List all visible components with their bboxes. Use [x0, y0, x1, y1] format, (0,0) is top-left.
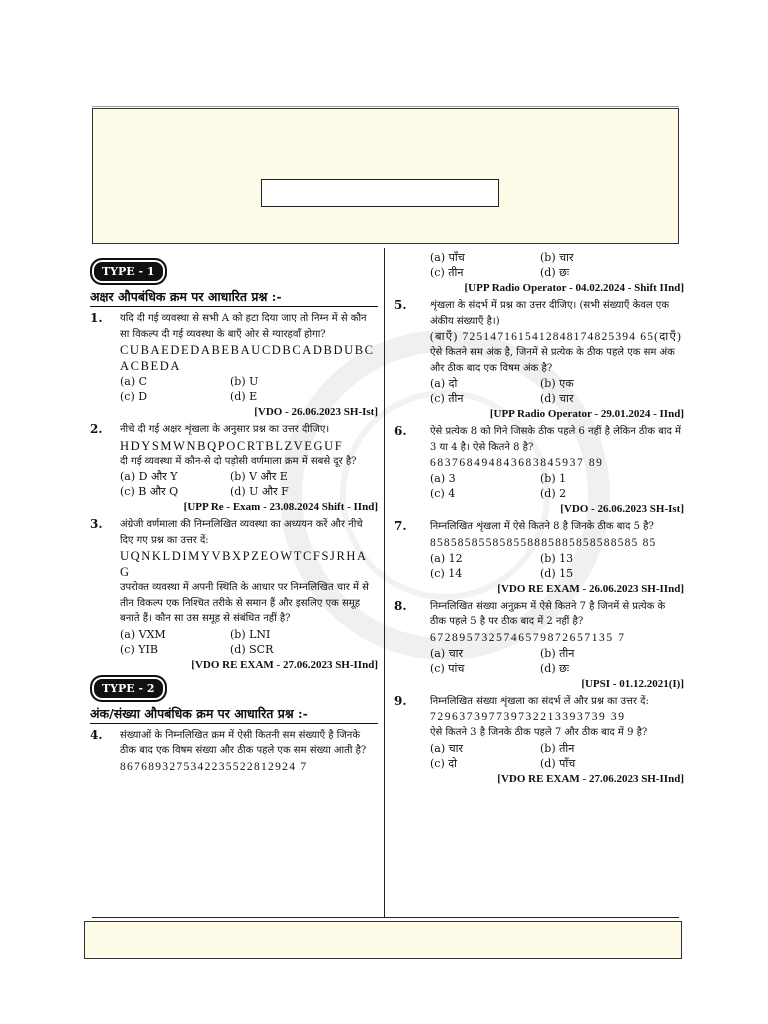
question-7: [394, 519, 684, 597]
option-a: (a) D और Y: [120, 470, 178, 483]
option-a: (a) 3: [430, 472, 456, 485]
option-a: (a) VXM: [120, 627, 166, 641]
options: [120, 627, 378, 657]
option-c: (c) YIB: [120, 642, 158, 656]
option-c: (c) D: [120, 390, 148, 403]
type1-badge: TYPE - 1: [90, 258, 167, 285]
option-c: (c) B और Q: [120, 485, 179, 498]
question-text: यदि दी गई व्यवस्था से सभी A को हटा दिया जाए तो निम्न में से कौन सा विकल्प दी गई व्यवस्था के बाएँ ओर से ग्यारहवाँ होगा?: [120, 313, 367, 340]
header-title-box: [261, 179, 499, 207]
question-number: 3.: [90, 517, 103, 531]
exam-source: [VDO RE EXAM - 27.06.2023 SH-IInd]: [191, 658, 378, 671]
option-b: (b) तीन: [540, 741, 575, 755]
left-column: [90, 256, 378, 775]
exam-source: [UPP Radio Operator - 29.01.2024 - IInd]: [489, 408, 684, 420]
option-d: (d) SCR: [230, 642, 274, 656]
question-text-2: उपरोक्त व्यवस्था में अपनी स्थिति के आधार पर निम्नलिखित चार में से तीन विकल्प एक निश्चित तरीके से समान हैं और इसलिए एक समूह बनाते हैं। कौन सा उस समूह से संबंधित नहीं है?: [120, 582, 369, 624]
question-text-2: ऐसे कितने सम अंक है, जिनमें से प्रत्येक के ठीक पहले एक सम अंक और ठीक बाद एक विषम अंक है?: [430, 347, 675, 374]
question-4: [90, 728, 378, 775]
footer-banner: [84, 921, 682, 959]
exam-source: [VDO RE EXAM - 26.06.2023 SH-IInd]: [497, 582, 684, 595]
type2-section-title: अंक/संख्या औपबंधिक क्रम पर आधारित प्रश्न :-: [90, 706, 378, 724]
option-a: (a) चार: [430, 741, 463, 755]
option-c: (c) तीन: [430, 392, 464, 405]
question-9: [394, 694, 684, 787]
q4-options: [394, 250, 684, 280]
letter-sequence: UQNKLDIMYVBXPZEOWTCFSJRHAG: [120, 549, 368, 579]
question-number: 4.: [90, 727, 103, 742]
option-b: (b) 13: [540, 551, 574, 565]
option-d: (d) E: [230, 390, 258, 403]
header-banner: [92, 108, 679, 244]
option-d: (d) छः: [540, 266, 570, 279]
right-column: [394, 250, 684, 787]
question-text: ऐसे प्रत्येक 8 को गिने जिसके ठीक पहले 6 नहीं है लेकिन ठीक बाद में 3 या 4 है। ऐसे कितने 8 है?: [430, 426, 681, 453]
option-d: (d) 2: [540, 487, 567, 500]
options: [430, 471, 684, 501]
option-c: (c) 4: [430, 487, 456, 500]
question-text: निम्नलिखित संख्या अनुक्रम में ऐसे कितने 7 है जिनमें से प्रत्येक के ठीक पहले 5 है पर ठीक बाद में 2 नहीं है?: [430, 600, 666, 627]
number-sequence: (बाएँ) 7251471615412848174825394 65(दाएँ): [430, 331, 683, 343]
question-number: 1.: [90, 311, 103, 325]
number-sequence: 729637397739732213393739 39: [430, 711, 626, 723]
option-c: (c) पांच: [430, 661, 465, 675]
question-number: 6.: [394, 424, 407, 438]
option-b: (b) एक: [540, 377, 574, 390]
question-text: अंग्रेजी वर्णमाला की निम्नलिखित व्यवस्था का अध्ययन करें और नीचे दिए गए प्रश्न का उत्तर दें:: [120, 519, 363, 546]
option-b: (b) V और E: [230, 470, 288, 483]
question-3: [90, 517, 378, 673]
exam-source: [UPP Re - Exam - 23.08.2024 Shift - IInd]: [183, 501, 378, 513]
option-c: (c) 14: [430, 566, 463, 580]
question-number: 8.: [394, 598, 407, 613]
letter-sequence: HDYSMWNBQPOCRTBLZVEGUF: [120, 438, 344, 453]
top-rule: [92, 106, 679, 107]
option-d: (d) चार: [540, 392, 574, 405]
option-a: (a) 12: [430, 551, 463, 565]
option-c: (c) तीन: [430, 266, 464, 279]
type2-badge: TYPE - 2: [90, 675, 167, 702]
option-b: (b) चार: [540, 251, 574, 264]
option-a: (a) चार: [430, 646, 463, 660]
number-sequence: 8676893275342235522812924 7: [120, 760, 308, 773]
option-b: (b) तीन: [540, 646, 575, 660]
question-number: 9.: [394, 693, 407, 708]
letter-sequence: CUBAEDEDABEBAUCDBCADBDUBCACBEDA: [120, 343, 375, 373]
options: [430, 376, 684, 406]
options: [430, 741, 684, 771]
options: [430, 551, 684, 581]
question-text: संख्याओं के निम्नलिखित क्रम में ऐसी कितनी सम संख्याएँ है जिनके ठीक बाद एक विषम संख्या और ठीक पहले एक सम संख्या आती है?: [120, 729, 367, 756]
footer-rule: [92, 917, 679, 918]
question-number: 2.: [90, 422, 103, 436]
question-8: [394, 599, 684, 692]
options: [120, 469, 378, 499]
question-text: निम्नलिखित शृंखला में ऐसे कितने 8 है जिनके ठीक बाद 5 है?: [430, 521, 654, 532]
option-a: (a) पाँच: [430, 251, 465, 264]
number-sequence: 6728957325746579872657135 7: [430, 631, 626, 644]
option-d: (d) 15: [540, 566, 574, 580]
question-text-2: ऐसे कितने 3 है जिनके ठीक पहले 7 और ठीक बाद में 9 है?: [430, 727, 648, 738]
number-sequence: 683768494843683845937 89: [430, 457, 604, 469]
question-6: [394, 424, 684, 517]
option-b: (b) U: [230, 375, 259, 388]
option-d: (d) छः: [540, 661, 570, 675]
exam-source: [UPSI - 01.12.2021(I)]: [581, 677, 684, 690]
exam-source: [VDO - 26.06.2023 SH-Ist]: [560, 503, 684, 515]
option-a: (a) C: [120, 375, 148, 388]
option-b: (b) LNI: [230, 627, 271, 641]
options: [120, 374, 378, 404]
question-number: 5.: [394, 298, 407, 312]
exam-source: [UPP Radio Operator - 04.02.2024 - Shift IInd]: [464, 282, 684, 294]
column-divider: [384, 248, 385, 918]
question-text: शृंखला के संदर्भ में प्रश्न का उत्तर दीजिए। (सभी संख्याएँ केवल एक अंकीय संख्याएँ है।): [430, 300, 670, 327]
type1-section-title: अक्षर औपबंधिक क्रम पर आधारित प्रश्न :-: [90, 289, 378, 307]
question-2: [90, 422, 378, 515]
number-sequence: 858585855858558885885858588585 85: [430, 536, 657, 549]
question-text-2: दी गई व्यवस्था में कौन-से दो पड़ोसी वर्णमाला क्रम में सबसे दूर है?: [120, 455, 357, 467]
question-text: निम्नलिखित संख्या शृंखला का संदर्भ लें और प्रश्न का उत्तर दें:: [430, 695, 649, 707]
option-b: (b) 1: [540, 472, 567, 485]
option-a: (a) दो: [430, 377, 458, 390]
question-number: 7.: [394, 519, 407, 533]
question-1: [90, 311, 378, 420]
exam-source: [VDO - 26.06.2023 SH-Ist]: [254, 406, 378, 418]
option-d: (d) U और F: [230, 485, 289, 498]
question-5: [394, 298, 684, 422]
question-text: नीचे दी गई अक्षर शृंखला के अनुसार प्रश्न का उत्तर दीजिए।: [120, 424, 330, 435]
option-d: (d) पाँच: [540, 756, 576, 770]
exam-source: [VDO RE EXAM - 27.06.2023 SH-IInd]: [497, 772, 684, 785]
options: [430, 646, 684, 676]
option-c: (c) दो: [430, 756, 457, 770]
